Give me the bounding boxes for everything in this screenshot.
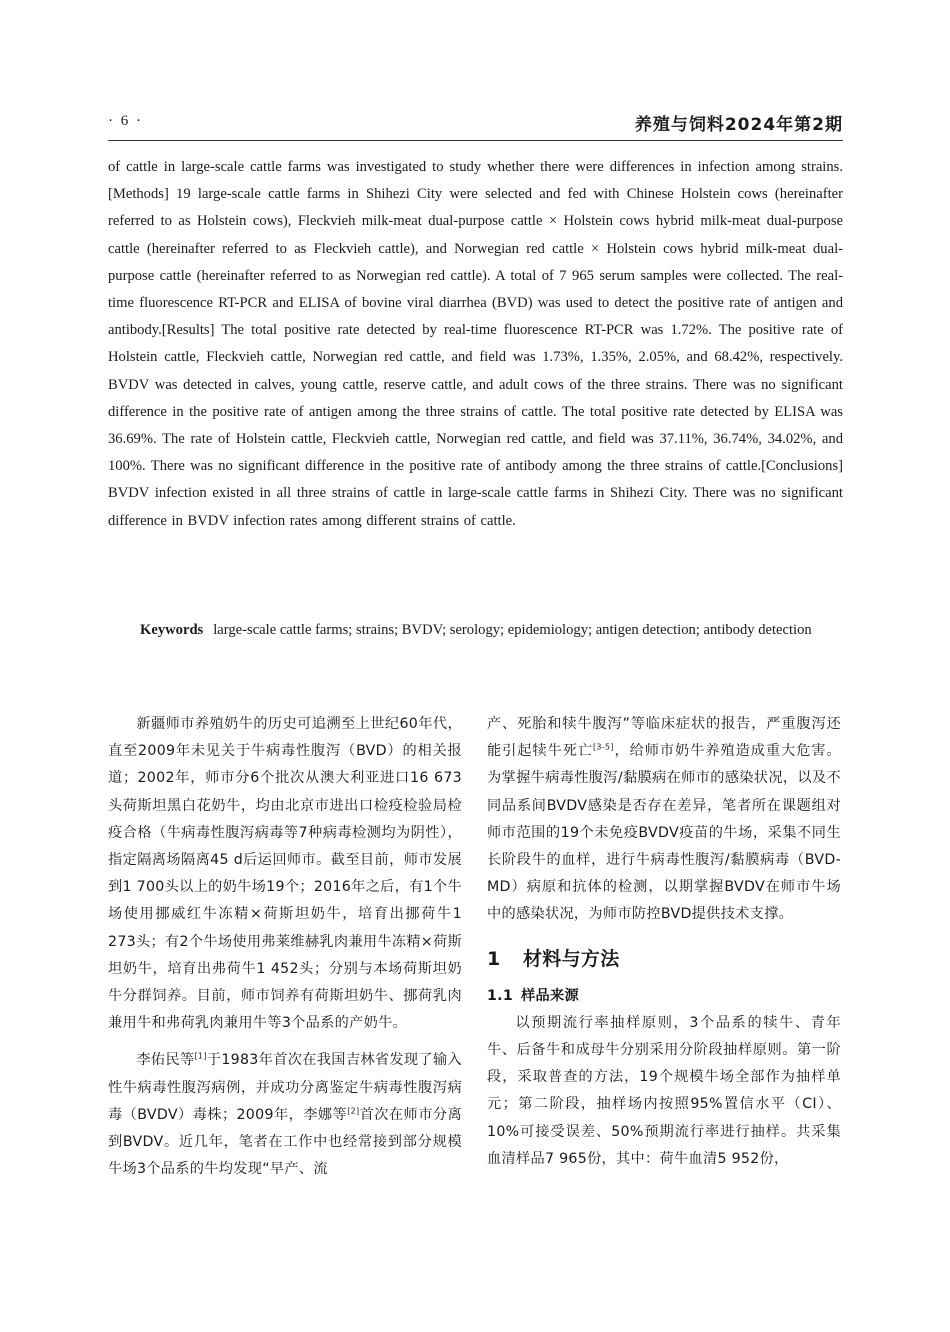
right-column — [487, 711, 841, 1173]
english-abstract — [108, 154, 843, 535]
intro-p3-text-b: ，给师市奶牛养殖造成重大危害。为掌握牛病毒性腹泻/黏膜病在师市的感染状况，以及不同品系间BVDV感染是否存在差异，笔者所在课题组对师市范围的19个未免疫BVDV疫苗的牛场，采集不同生长阶段牛的血样，进行牛病毒性腹泻/黏膜病毒（BVD-MD）病原和抗体的检测，以期掌握BVDV在师市牛场中的感染状况，为师市防控BVD提供技术支撑。 — [487, 743, 841, 923]
intro-p2-text-b: 于1983年首次在我国吉林省发现了输入性牛病毒性腹泻病例，并成功分离鉴定牛病毒性腹泻病毒（BVDV）毒株；2009年，李娜等 — [108, 1052, 463, 1123]
citation-ref: [2] — [347, 1106, 360, 1116]
intro-paragraph-1: 新疆师市养殖奶牛的历史可追溯至上世纪60年代，直至2009年未见关于牛病毒性腹泻（BVD）的相关报道；2002年，师市分6个批次从澳大利亚进口16 673头荷斯坦黑白花奶牛，均由北京市进出口检疫检验局检疫合格（牛病毒性腹泻病毒等7种病毒检测均为阴性），指定隔离场隔离45 d后运回师市。截至目前，师市发展到1 700头以上的奶牛场19个；2016年之后，有1个牛场使用挪威红牛冻精×荷斯坦奶牛，培育出挪荷牛1 273头；有2个牛场使用弗莱维赫乳肉兼用牛冻精×荷斯坦奶牛，培育出弗荷牛1 452头；分别与本场荷斯坦奶牛分群饲养。目前，师市饲养有荷斯坦奶牛、挪荷乳肉兼用牛和弗荷乳肉兼用牛等3个品系的产奶牛。 — [108, 716, 462, 1032]
page-number: · 6 · — [108, 113, 143, 129]
intro-p2-text-c: 首次在师市分离到BVDV。近几年，笔者在工作中也经常接到部分规模牛场3个品系的牛均发现“早产、流 — [108, 1106, 462, 1178]
subsection-heading — [487, 983, 841, 1010]
section-heading — [487, 941, 841, 977]
keywords-label: Keywords — [140, 622, 204, 638]
keywords-block — [108, 617, 843, 644]
subsection-number: 1.1 — [487, 987, 514, 1004]
citation-ref: [3-5] — [593, 742, 614, 752]
subsection-title: 样品来源 — [521, 987, 579, 1004]
intro-paragraph-3 — [487, 711, 841, 929]
abstract-text: of cattle in large-scale cattle farms was investigated to study whether there were differences in infection among strains.[Methods] 19 large-scale cattle farms in Shihezi City were selected and fed with Chinese Holstein cows (hereinafter referred to as Holstein cows), Fleckvieh milk-meat dual-purpose cattle × Holstein cows hybrid milk-meat dual-purpose cattle (hereinafter referred to as Fleckvieh cattle), and Norwegian red cattle × Holstein cows hybrid milk-meat dual-purpose cattle (hereinafter referred to as Norwegian red cattle). A total of 7 965 serum samples were collected. The real-time fluorescence RT-PCR and ELISA of bovine viral diarrhea (BVD) was used to detect the positive rate of antigen and antibody.[Results] The total positive rate detected by real-time fluorescence RT-PCR was 1.72%. The positive rate of Holstein cattle, Fleckvieh cattle, Norwegian red cattle, and field was 1.73%, 1.35%, 2.05%, and 68.42%, respectively. BVDV was detected in calves, young cattle, reserve cattle, and adult cows of the three strains. There was no significant difference in the positive rate of antigen among the three strains of cattle. The total positive rate detected by ELISA was 36.69%. The rate of Holstein cattle, Fleckvieh cattle, Norwegian red cattle, and field was 37.11%, 36.74%, 34.02%, and 100%. There was no significant difference in the positive rate of antibody among the three strains of cattle.[Conclusions] BVDV infection existed in all three strains of cattle in large-scale cattle farms in Shihezi City. There was no significant difference in BVDV infection rates among different strains of cattle. — [108, 159, 843, 529]
keywords-text: large-scale cattle farms; strains; BVDV; serology; epidemiology; antigen detection; antibody detection — [213, 622, 812, 638]
left-column — [108, 711, 462, 1183]
citation-ref: [1] — [194, 1051, 207, 1061]
methods-paragraph: 以预期流行率抽样原则，3个品系的犊牛、青年牛、后备牛和成母牛分别采用分阶段抽样原则。第一阶段，采取普查的方法，19个规模牛场全部作为抽样单元；第二阶段，抽样场内按照95%置信水平（CI）、10%可接受误差、50%预期流行率进行抽样。共采集血清样品7 965份，其中：荷牛血清5 952份， — [487, 1014, 841, 1167]
section-title: 材料与方法 — [523, 947, 620, 970]
page-header — [108, 110, 843, 141]
intro-p2-text-a: 李佑民等 — [136, 1052, 195, 1069]
intro-paragraph-2 — [108, 1047, 462, 1183]
journal-title: 养殖与饲料2024年第2期 — [634, 115, 843, 135]
section-number: 1 — [487, 947, 501, 970]
intro-p3-text-a: 产、死胎和犊牛腹泻”等临床症状的报告，严重腹泻还能引起犊牛死亡 — [487, 716, 841, 760]
